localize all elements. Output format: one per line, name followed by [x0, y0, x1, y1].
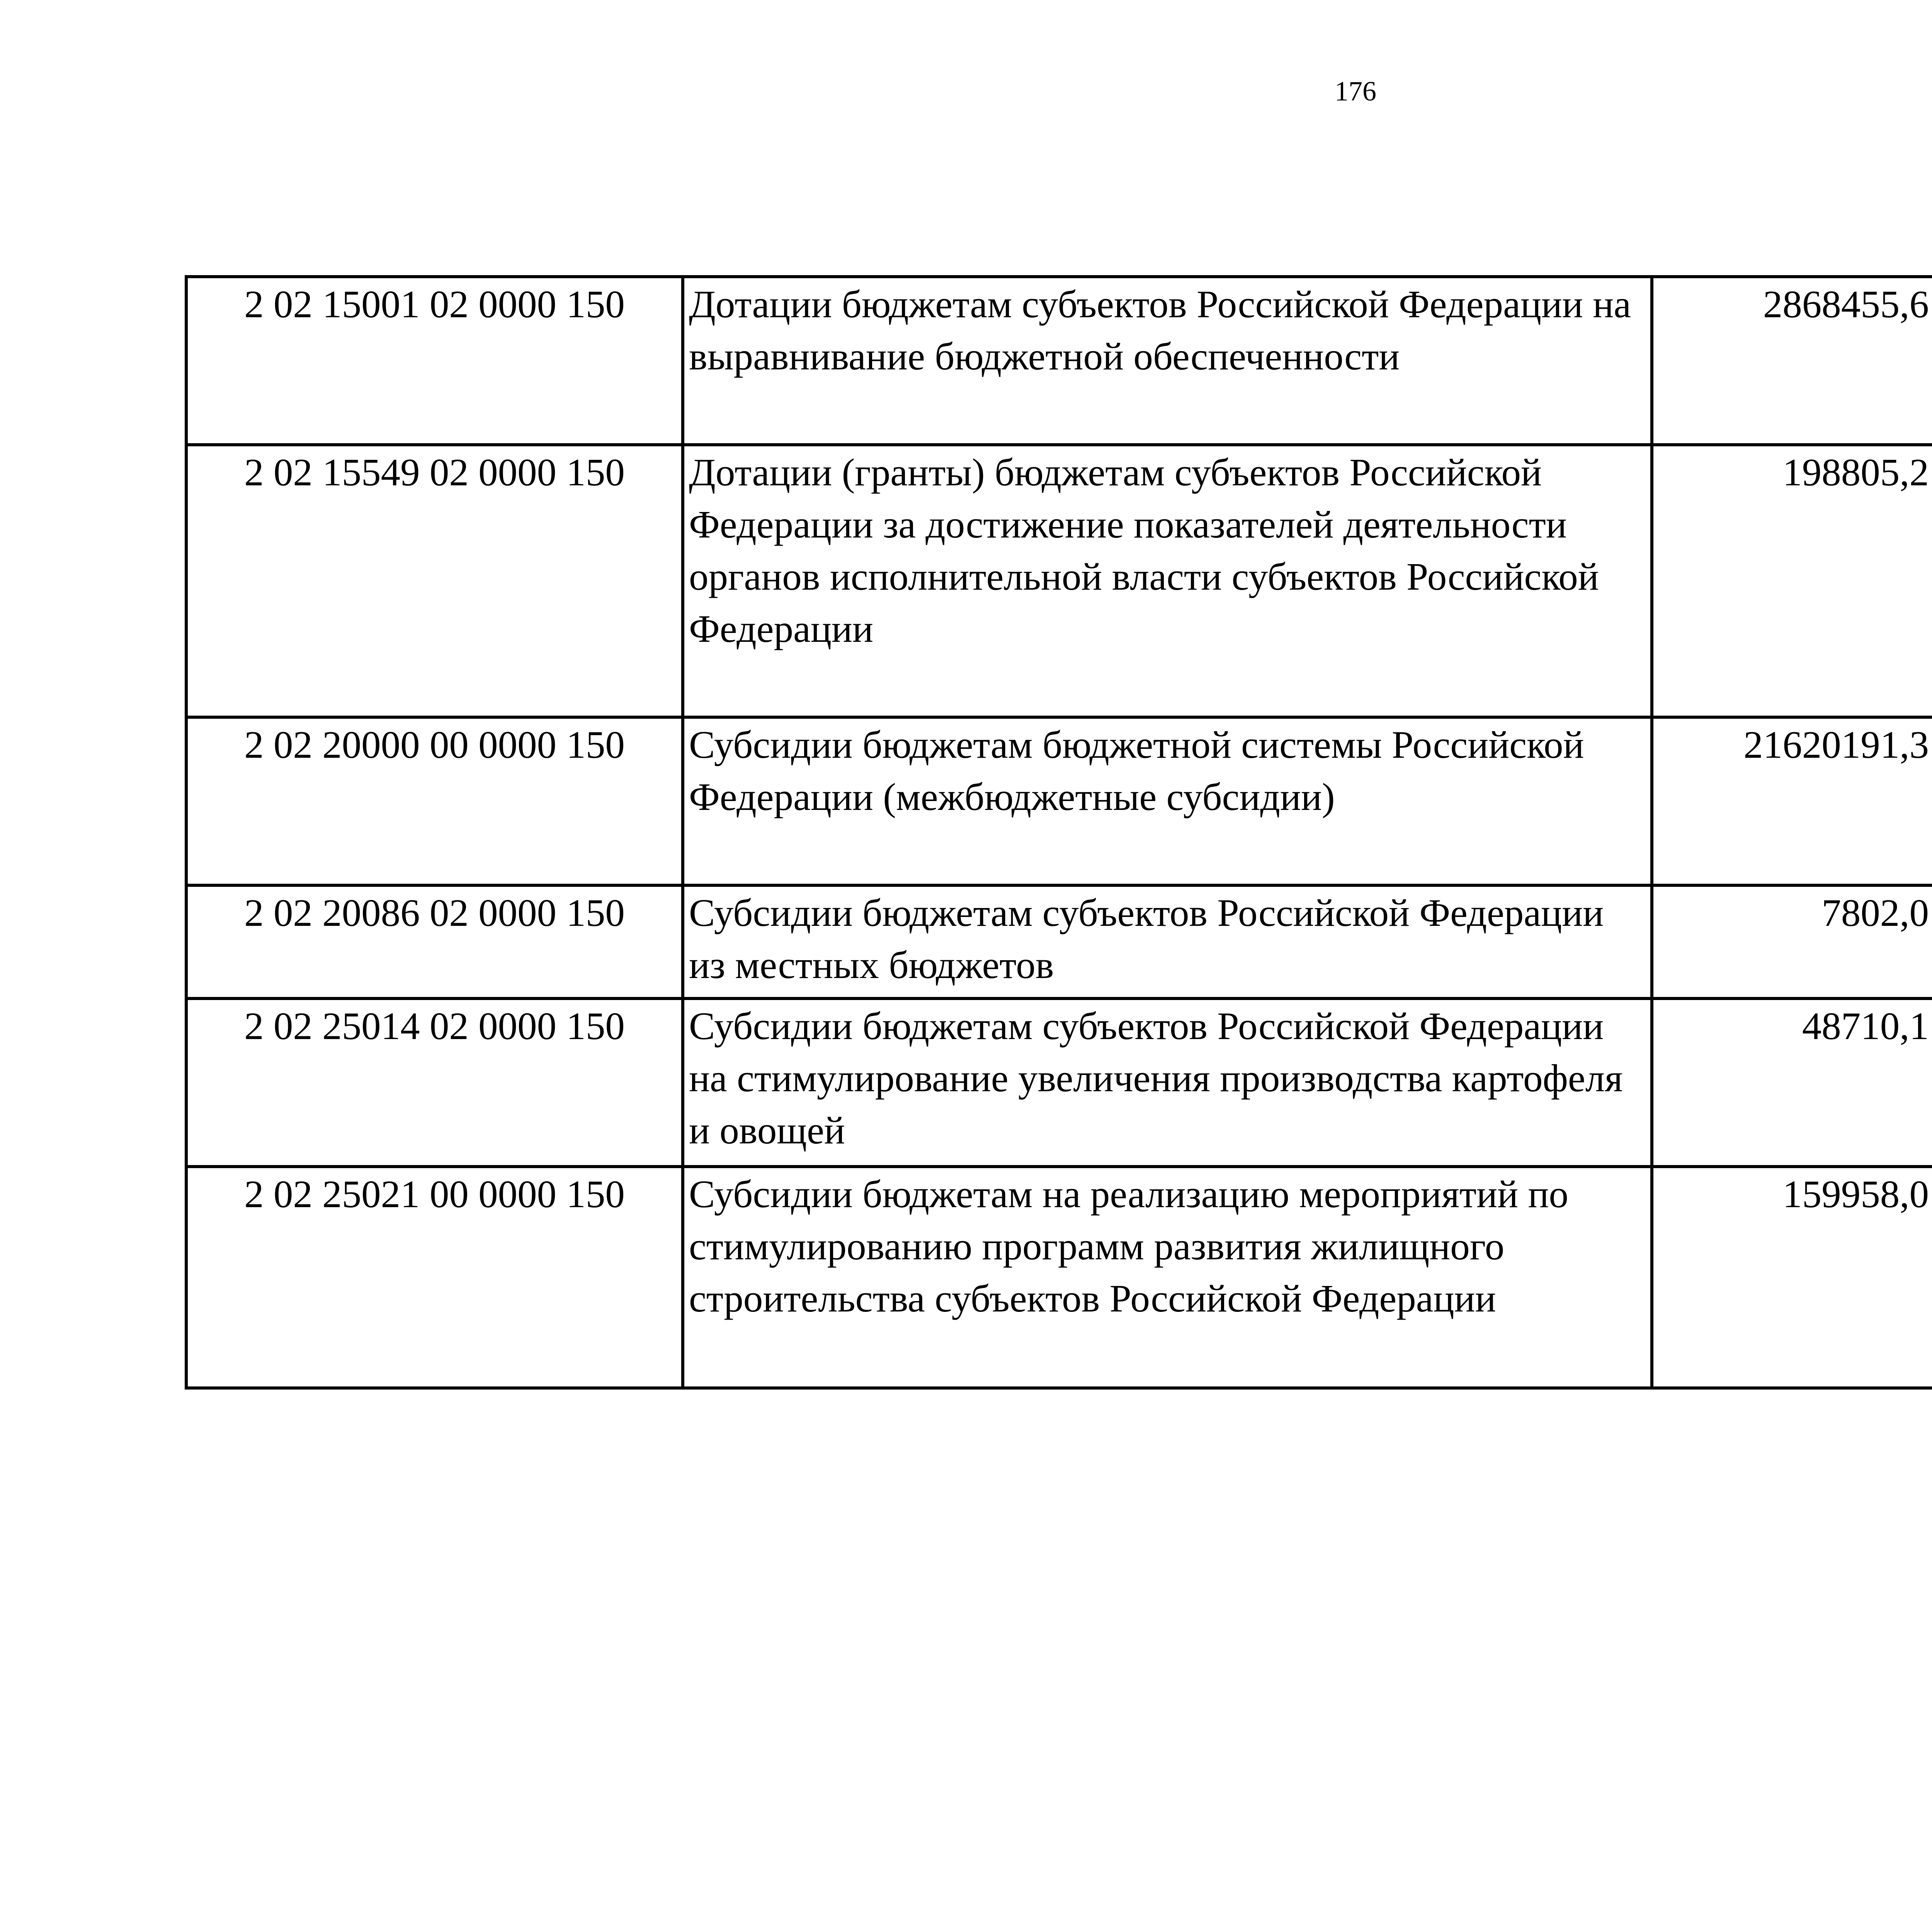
table-row: [186, 445, 1932, 717]
revenue-name-cell: Субсидии бюджетам субъектов Российской Федерации из местных бюджетов: [683, 885, 1652, 998]
value-cell-1: 21620191,3: [1652, 717, 1932, 885]
value-cell-1: 7802,0: [1652, 885, 1932, 998]
value-cell-1: 48710,1: [1652, 998, 1932, 1167]
table-row: [186, 1167, 1932, 1388]
revenue-name-cell: Субсидии бюджетам бюджетной системы Российской Федерации (межбюджетные субсидии): [683, 717, 1652, 885]
table-row: [186, 717, 1932, 885]
page-number: 176: [1335, 76, 1376, 107]
revenue-name-cell: Дотации бюджетам субъектов Российской Федерации на выравнивание бюджетной обеспеченности: [683, 277, 1652, 445]
table-row: [186, 277, 1932, 445]
budget-code-cell: 2 02 20086 02 0000 150: [186, 885, 683, 998]
value-cell-1: 159958,0: [1652, 1167, 1932, 1388]
budget-code-cell: 2 02 15001 02 0000 150: [186, 277, 683, 445]
table-row: [186, 998, 1932, 1167]
value-cell-1: 2868455,6: [1652, 277, 1932, 445]
value-cell-1: 198805,2: [1652, 445, 1932, 717]
budget-code-cell: 2 02 25021 00 0000 150: [186, 1167, 683, 1388]
budget-code-cell: 2 02 25014 02 0000 150: [186, 998, 683, 1167]
table-row: [186, 885, 1932, 998]
budget-table: [185, 275, 1932, 1390]
revenue-name-cell: Субсидии бюджетам на реализацию мероприятий по стимулированию программ развития жилищного строительства субъектов Российской Федерации: [683, 1167, 1652, 1388]
budget-code-cell: 2 02 15549 02 0000 150: [186, 445, 683, 717]
budget-code-cell: 2 02 20000 00 0000 150: [186, 717, 683, 885]
revenue-name-cell: Дотации (гранты) бюджетам субъектов Российской Федерации за достижение показателей деятельности органов исполнительной власти субъектов Российской Федерации: [683, 445, 1652, 717]
revenue-name-cell: Субсидии бюджетам субъектов Российской Федерации на стимулирование увеличения производства картофеля и овощей: [683, 998, 1652, 1167]
